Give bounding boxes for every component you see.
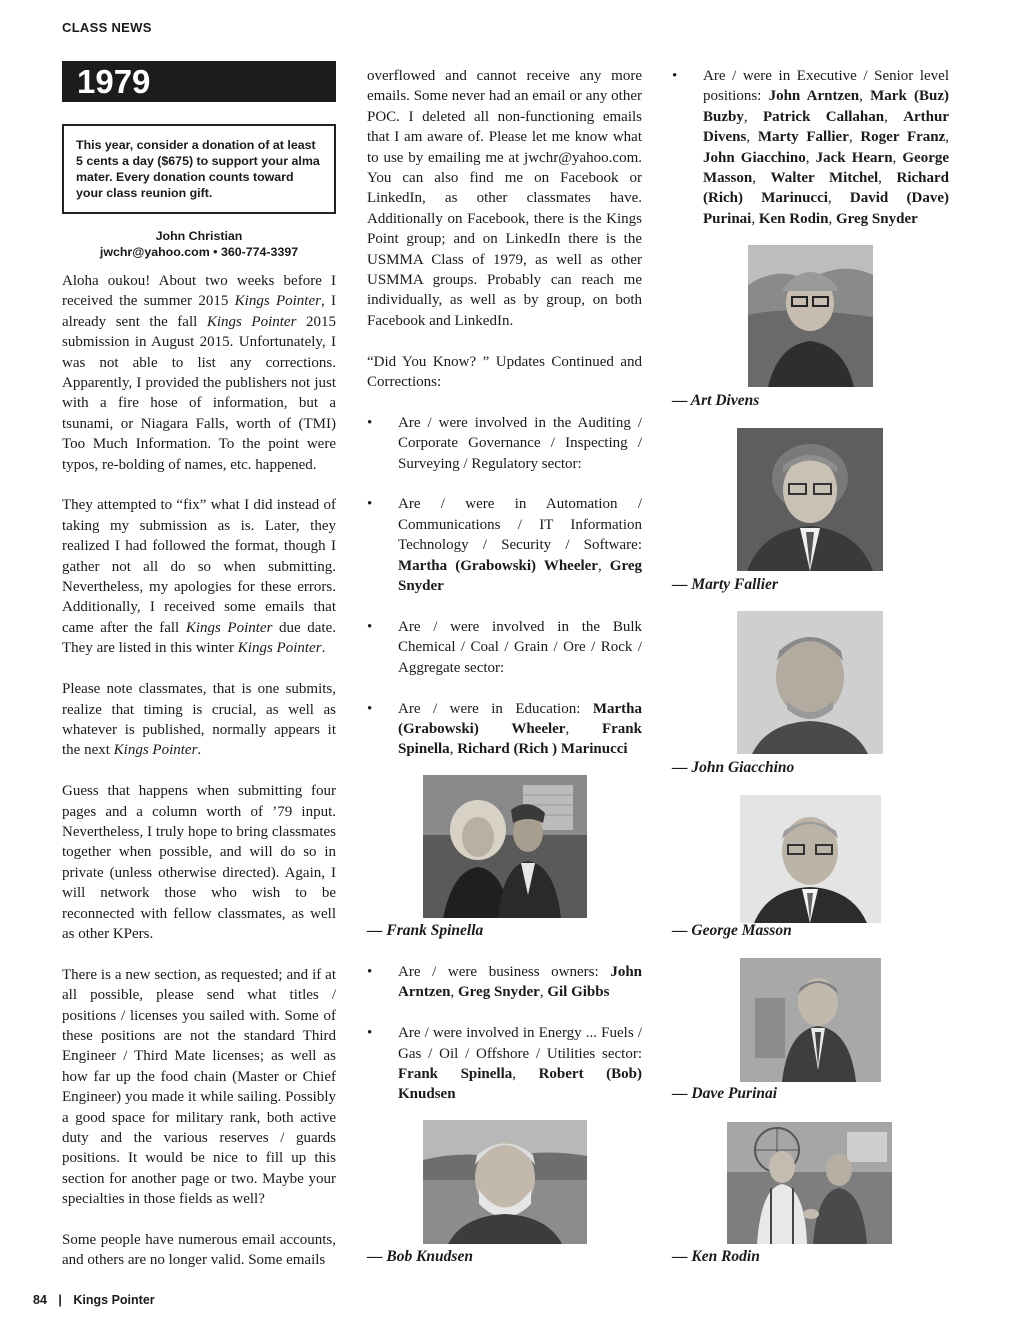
photo-caption: — Marty Fallier	[672, 576, 778, 593]
paragraph	[367, 66, 642, 331]
photo-caption: — Ken Rodin	[672, 1248, 760, 1265]
list-item-text	[703, 68, 949, 227]
text-run: ,	[752, 170, 771, 187]
text-run: ,	[539, 984, 548, 1001]
bullet-icon: •	[367, 1025, 373, 1042]
text-run: ,	[565, 720, 602, 737]
paragraph	[62, 1230, 336, 1271]
list-item	[367, 699, 642, 760]
text-run: , I already sent the fall	[62, 293, 336, 330]
bullet-icon: •	[367, 414, 373, 431]
bold-name: Arthur Divens	[703, 108, 950, 146]
list-item	[367, 962, 642, 1003]
bold-name: Greg Snyder	[835, 210, 918, 227]
text-run: ,	[878, 170, 897, 187]
text-run: 2015 submission in August 2015. Unfortunately, I was not able to list any corrections. Apparently, I provided the publishers not just with a fire hose of information, but a tsunami, or Niagara Falls, worth of (TMI) Too Much Information. To the point were typos, re-bolding of names, etc. happened.	[62, 313, 336, 473]
italic-title: Kings Pointer	[185, 619, 273, 636]
photo-john-giacchino	[737, 611, 883, 754]
text-run: .	[321, 640, 326, 657]
paragraph	[62, 495, 336, 658]
text-run: overflowed and cannot receive any more emails. Some never had an email or any other POC. I deleted all non-functioning emails that I am aware of. Please let me know what to use by emailing me at jwchr@yahoo.com. You can also find me on Facebook or LinkedIn, as other classmates have. Additionally on Facebook, there is the Kings Point group; and on LinkedIn there is the USMMA Class of 1979, as well as other USMMA groups. Probably can reach me individually, as well as by group, on both Facebook and LinkedIn.	[367, 68, 642, 329]
text-run: Please note classmates, that is one submits, realize that timing is crucial, as well as whatever is published, normally appears it the next	[62, 681, 336, 759]
list-item-text	[398, 415, 642, 472]
text-run: ,	[945, 129, 950, 146]
list-item-text	[398, 701, 642, 758]
bold-name: Martha (Grabowski) Wheeler	[398, 700, 642, 737]
text-run: ,	[751, 210, 759, 227]
bold-name: Frank Spinella	[398, 1066, 513, 1083]
text-run: They attempted to “fix” what I did instead of taking my submission as is. Later, they realized I had followed the format, though I gather not all do so when submitting. Nevertheless, my apologies for these errors. Additionally, I received some emails that came after the fall	[62, 497, 336, 636]
text-run: ,	[449, 741, 458, 758]
photo-frank-spinella	[423, 775, 587, 918]
text-run: .	[197, 742, 202, 759]
page-footer	[33, 1293, 155, 1307]
bold-name: Marty Fallier	[757, 129, 849, 146]
text-run: ,	[743, 108, 763, 125]
photo-art-divens	[748, 245, 873, 387]
text-run: ,	[892, 149, 903, 166]
list-item-text	[398, 619, 642, 676]
photo-bob-knudsen	[423, 1120, 587, 1244]
paragraph	[62, 271, 336, 475]
section-label: CLASS NEWS	[62, 20, 152, 35]
photo-caption: — George Masson	[672, 922, 792, 939]
bold-name: George Masson	[703, 149, 950, 187]
paragraph	[62, 679, 336, 761]
bullet-icon: •	[367, 964, 373, 980]
text-run: Some people have numerous email accounts, and others are no longer valid. Some emails	[62, 1232, 336, 1269]
paragraph	[62, 965, 336, 1210]
text-run: Are / were business owners:	[398, 964, 611, 980]
list-item	[367, 1023, 642, 1105]
bold-name: Greg Snyder	[398, 557, 642, 595]
bold-name: Mark (Buz) Buzby	[703, 88, 950, 125]
bold-name: John Giacchino	[703, 149, 806, 166]
bold-name: John Arntzen	[398, 964, 642, 1001]
bold-name: Martha (Grabowski) Wheeler	[398, 557, 598, 574]
text-run: ,	[884, 108, 904, 125]
photo-caption: — Art Divens	[672, 392, 760, 409]
text-run: Are / were in Executive / Senior level positions:	[703, 68, 949, 105]
italic-title: Kings Pointer	[206, 313, 297, 330]
text-run: due date. They are listed in this winter	[62, 619, 336, 657]
text-run: Are / were in Automation / Communications / IT Information Technology / Security / Software:	[398, 496, 642, 554]
text-run: ,	[827, 190, 850, 207]
bold-name: Richard (Rich) Marinucci	[703, 170, 949, 207]
list-item-text	[398, 964, 642, 1000]
text-run: ,	[805, 149, 816, 166]
article-column-1	[62, 271, 336, 1291]
bold-name: Roger Franz	[860, 129, 946, 146]
italic-title: Kings Pointer	[234, 293, 321, 310]
footer-separator: |	[58, 1293, 62, 1307]
photo-caption: — John Giacchino	[672, 759, 795, 776]
text-run: ,	[597, 557, 610, 574]
text-run: “Did You Know? ” Updates Continued and Corrections:	[367, 353, 642, 391]
paragraph	[367, 352, 642, 393]
photo-caption: — Frank Spinella	[367, 922, 484, 939]
list-item	[367, 413, 642, 474]
text-run: ,	[859, 88, 871, 105]
contact-name: John Christian	[155, 229, 243, 243]
bullet-icon: •	[672, 68, 678, 84]
page-number: 84	[33, 1293, 47, 1307]
list-item	[367, 617, 642, 678]
italic-title: Kings Pointer	[113, 742, 198, 759]
bold-name: Patrick Callahan	[762, 108, 885, 125]
bold-name: John Arntzen	[768, 88, 860, 105]
publication-name: Kings Pointer	[73, 1293, 155, 1307]
italic-title: Kings Pointer	[237, 640, 322, 657]
text-run: ,	[848, 129, 861, 146]
paragraph	[62, 781, 336, 944]
bullet-icon: •	[367, 700, 373, 717]
photo-george-masson	[740, 795, 881, 923]
bold-name: David (Dave) Purinai	[703, 190, 950, 227]
list-item	[672, 66, 949, 229]
text-run: Are / were in Education:	[398, 700, 593, 717]
text-run: There is a new section, as requested; and if at all possible, please send what titles / positions / licenses you sailed with. Some of these positions are not the standard Third Engineer / Third Mate licenses; as well as how far up the food chain (Master or Chief Engineer) you made it while sailing. Possibly a good space for military rank, both active duty and the various reserves / guards positions. It would be nice to fill up this section for another page or two. Maybe your specialties in those fields as well?	[62, 966, 336, 1208]
bold-name: Frank Spinella	[398, 720, 642, 758]
bold-name: Richard (Rich ) Marinucci	[457, 741, 628, 758]
bold-name: Jack Hearn	[815, 149, 893, 166]
photo-dave-purinai	[740, 958, 881, 1082]
list-item-text	[398, 1025, 642, 1102]
bold-name: Gil Gibbs	[547, 984, 610, 1001]
bold-name: Ken Rodin	[758, 210, 829, 227]
text-run: Are / were involved in the Auditing / Corporate Governance / Inspecting / Surveying / Regulatory sector:	[398, 414, 642, 472]
list-item-text	[398, 496, 642, 594]
text-run: ,	[512, 1066, 539, 1083]
photo-marty-fallier	[737, 428, 883, 571]
photo-caption: — Bob Knudsen	[367, 1248, 473, 1265]
class-contact	[62, 229, 336, 260]
list-item	[367, 494, 642, 596]
bullet-icon: •	[367, 618, 373, 635]
text-run: Guess that happens when submitting four pages and a column worth of ’79 input. Nevertheless, I truly hope to bring classmates together when possible, and will do so in private (unless otherwise directed). Again, I will network those who wish to be reconnected with fellow classmates, as well as other KPers.	[62, 783, 336, 942]
bold-name: Greg Snyder	[458, 984, 540, 1001]
bold-name: Walter Mitchel	[770, 170, 879, 187]
article-column-2	[367, 66, 642, 780]
class-year-banner: 1979	[62, 61, 336, 102]
text-run: ,	[746, 129, 758, 146]
photo-caption: — Dave Purinai	[672, 1085, 778, 1102]
text-run: Are / were involved in Energy ... Fuels / Gas / Oil / Offshore / Utilities sector:	[398, 1025, 642, 1062]
text-run: ,	[828, 210, 836, 227]
text-run: ,	[450, 984, 458, 1001]
photo-ken-rodin	[727, 1122, 892, 1244]
bold-name: Robert (Bob) Knudsen	[398, 1066, 642, 1103]
donation-callout: This year, consider a donation of at least 5 cents a day ($675) to support your alma mater. Every donation counts toward your class reunion gift.	[62, 124, 336, 214]
bullet-icon: •	[367, 496, 373, 513]
article-column-3	[672, 66, 949, 250]
text-run: Are / were involved in the Bulk Chemical / Coal / Grain / Ore / Rock / Aggregate sector:	[398, 618, 642, 676]
contact-email-phone[interactable]: jwchr@yahoo.com • 360-774-3397	[99, 244, 299, 259]
text-run: Aloha oukou! About two weeks before I received the summer 2015	[62, 273, 336, 310]
article-column-2-continued	[367, 962, 642, 1125]
